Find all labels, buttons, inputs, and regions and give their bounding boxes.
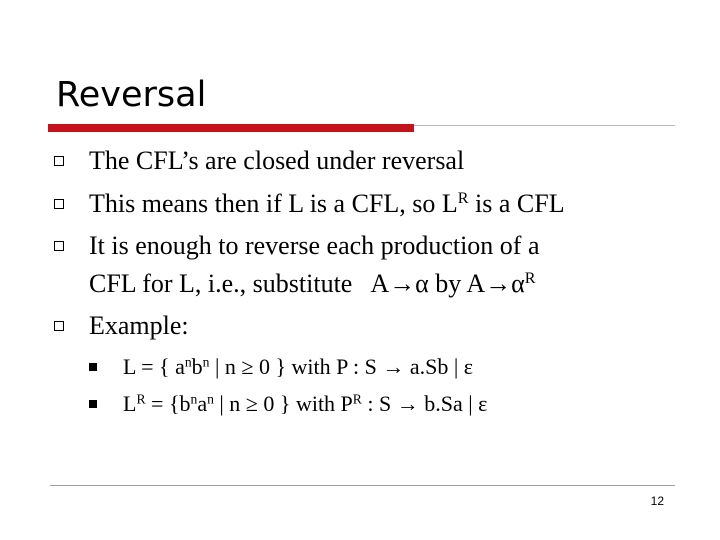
superscript-n: n: [190, 391, 198, 407]
superscript-n: n: [207, 391, 214, 407]
superscript-n: n: [184, 354, 192, 370]
bullet-2-text-end: is a CFL: [468, 189, 565, 218]
example-2-part-c: a: [197, 391, 208, 416]
example-line-2: [123, 391, 487, 417]
bullet-4-text: Example:: [89, 311, 189, 340]
example-2-part-a: L: [123, 391, 137, 416]
superscript-r: R: [352, 391, 362, 407]
superscript-r: R: [136, 391, 146, 407]
example-2-part-d: | n ≥ 0 } with P: [213, 391, 353, 416]
example-2-part-b: = {b: [145, 391, 191, 416]
example-1-part-a: L = { a: [123, 354, 185, 379]
superscript-r: R: [524, 270, 536, 288]
bullet-1-text: The CFL’s are closed under reversal: [89, 146, 465, 175]
example-2-part-e: : S → b.Sa | ε: [361, 391, 488, 416]
production-alpha-by: α by A: [415, 269, 486, 298]
bullet-2-text-start: This means then if L is a CFL, so L: [89, 189, 458, 218]
filled-square-bullet-icon: [89, 400, 97, 408]
bullet-3-line-2: [89, 269, 535, 299]
filled-square-bullet-icon: [89, 363, 97, 371]
superscript-r: R: [457, 190, 469, 208]
superscript-n: n: [202, 354, 210, 370]
bullet-3-substitute-text: CFL for L, i.e., substitute: [89, 269, 353, 298]
bullet-2-text: [89, 189, 565, 219]
hollow-square-bullet-icon: [54, 156, 64, 166]
page-number: 12: [650, 494, 664, 508]
production-lhs: A: [370, 269, 390, 298]
example-1-part-c: | n ≥ 0 } with P : S → a.Sb | ε: [209, 354, 474, 379]
slide-title: Reversal: [56, 75, 207, 115]
example-1-part-b: b: [191, 354, 203, 379]
bullet-3-line-1: It is enough to reverse each production of a: [89, 231, 540, 260]
hollow-square-bullet-icon: [54, 241, 64, 251]
example-line-1: [123, 354, 473, 380]
footer-rule: [50, 485, 675, 486]
right-arrow-icon: →: [485, 269, 512, 298]
hollow-square-bullet-icon: [54, 321, 64, 331]
title-accent-bar: [48, 124, 414, 132]
hollow-square-bullet-icon: [54, 199, 64, 209]
production-alpha: α: [511, 269, 525, 298]
right-arrow-icon: →: [389, 269, 416, 298]
